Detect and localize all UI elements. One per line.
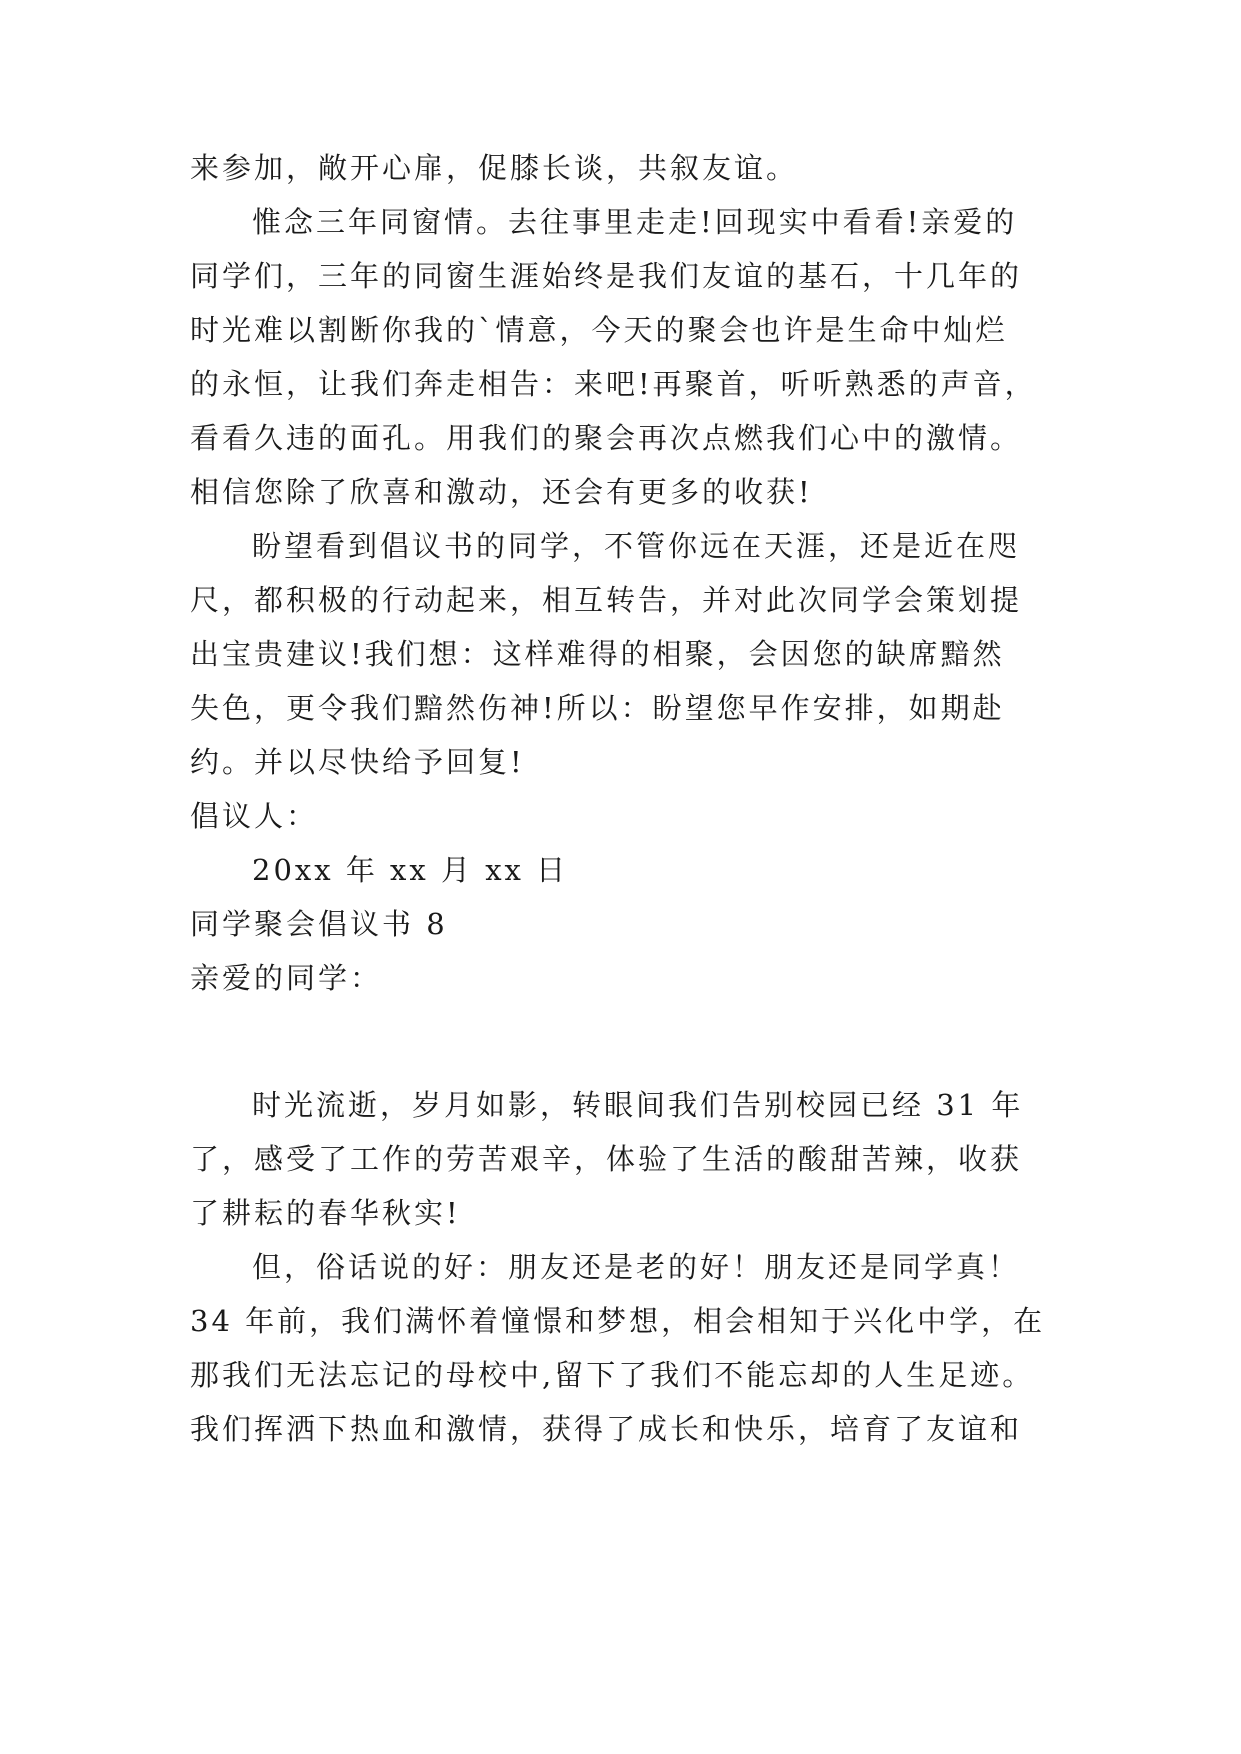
text-line: 约。并以尽快给予回复!: [190, 745, 525, 779]
section-heading: 同学聚会倡议书 8: [190, 907, 448, 941]
text-line: 34 年前，我们满怀着憧憬和梦想，相会相知于兴化中学，在: [190, 1304, 1046, 1338]
text-line: 出宝贵建议!我们想：这样难得的相聚，会因您的缺席黯然: [190, 637, 1005, 671]
paragraph-start-line: 盼望看到倡议书的同学，不管你远在天涯，还是近在咫: [252, 529, 1021, 563]
text-line: 尺，都积极的行动起来，相互转告，并对此次同学会策划提: [190, 583, 1023, 617]
text-line: 时光难以割断你我的`情意，今天的聚会也许是生命中灿烂: [190, 313, 1008, 347]
text-line: 相信您除了欣喜和激动，还会有更多的收获!: [190, 475, 813, 509]
paragraph-start-line: 时光流逝，岁月如影，转眼间我们告别校园已经 31 年: [252, 1088, 1024, 1122]
text-line: 来参加，敞开心扉，促膝长谈，共叙友谊。: [190, 151, 799, 185]
text-line: 看看久违的面孔。用我们的聚会再次点燃我们心中的激情。: [190, 421, 1023, 455]
text-line: 同学们，三年的同窗生涯始终是我们友谊的基石，十几年的: [190, 259, 1023, 293]
date-line: 20xx 年 xx 月 xx 日: [252, 853, 569, 887]
text-line: 了，感受了工作的劳苦艰辛，体验了生活的酸甜苦辣，收获: [190, 1142, 1023, 1176]
text-line: 失色，更令我们黯然伤神!所以：盼望您早作安排，如期赴: [190, 691, 1005, 725]
text-line: 那我们无法忘记的母校中,留下了我们不能忘却的人生足迹。: [190, 1358, 1035, 1392]
text-line: 了耕耘的春华秋实!: [190, 1196, 461, 1230]
salutation: 亲爱的同学：: [190, 961, 383, 995]
paragraph-start-line: 惟念三年同窗情。去往事里走走!回现实中看看!亲爱的: [252, 205, 1018, 239]
text-line: 我们挥洒下热血和激情，获得了成长和快乐，培育了友谊和: [190, 1412, 1023, 1446]
text-line: 的永恒，让我们奔走相告：来吧!再聚首，听听熟悉的声音，: [190, 367, 1037, 401]
paragraph-start-line: 但，俗话说的好：朋友还是老的好！朋友还是同学真！: [252, 1250, 1021, 1284]
signature-label: 倡议人：: [190, 799, 319, 833]
